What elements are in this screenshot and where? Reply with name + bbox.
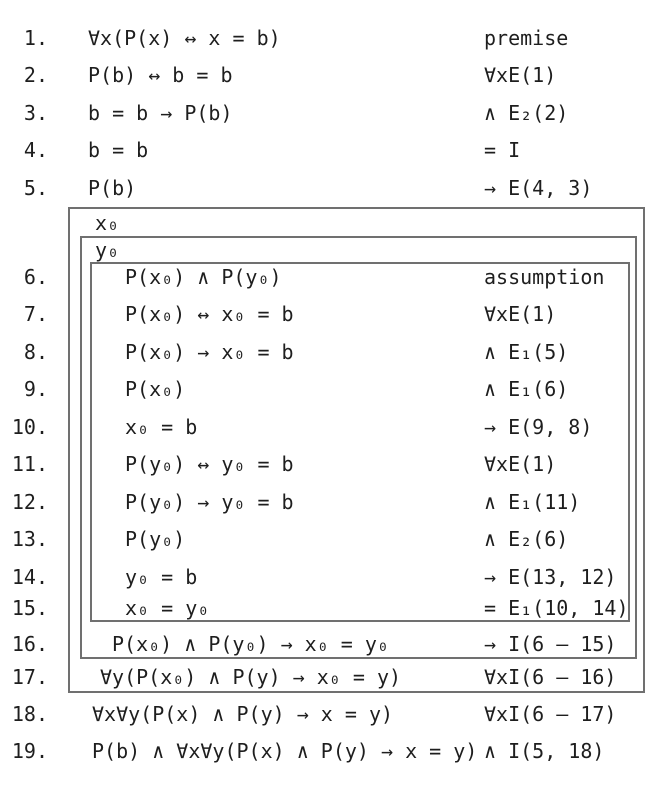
proof-line-14: [0, 563, 666, 591]
proof-line-19: [0, 737, 666, 765]
line-justification: ∀xE(1): [484, 452, 557, 476]
line-number: 2.: [23, 63, 48, 87]
line-justification: → E(4, 3): [484, 176, 593, 200]
line-justification: ∧ E₂(2): [484, 101, 569, 125]
line-number: 13.: [11, 527, 48, 551]
line-formula: ∀x∀y(P(x) ∧ P(y) → x = y): [92, 702, 394, 726]
proof-line-5: [0, 174, 666, 202]
line-formula: ∀y(P(x₀) ∧ P(y) → x₀ = y): [100, 665, 402, 689]
line-number: 12.: [11, 490, 48, 514]
line-justification: = I: [484, 138, 521, 162]
proof-line-2: [0, 61, 666, 89]
proof-line-17: [0, 663, 666, 691]
line-justification: premise: [484, 26, 569, 50]
line-formula: ∀x(P(x) ↔ x = b): [88, 26, 281, 50]
line-formula: P(x₀) ∧ P(y₀) → x₀ = y₀: [112, 632, 389, 656]
line-number: 16.: [11, 632, 48, 656]
line-justification: assumption: [484, 265, 605, 289]
line-number: 14.: [11, 565, 48, 589]
line-formula: P(y₀) → y₀ = b: [125, 490, 294, 514]
line-number: 19.: [11, 739, 48, 763]
line-formula: x₀ = b: [125, 415, 198, 439]
proof-line-6: [0, 263, 666, 291]
line-formula: y₀ = b: [125, 565, 198, 589]
line-number: 1.: [23, 26, 48, 50]
line-formula: b = b: [88, 138, 149, 162]
line-justification: ∀xE(1): [484, 302, 557, 326]
line-justification: → E(13, 12): [484, 565, 617, 589]
proof-line-12: [0, 488, 666, 516]
proof-line-16: [0, 630, 666, 658]
line-number: 7.: [23, 302, 48, 326]
line-justification: → I(6 – 15): [484, 632, 617, 656]
line-number: 17.: [11, 665, 48, 689]
line-justification: ∧ E₁(5): [484, 340, 569, 364]
line-justification: ∀xI(6 – 16): [484, 665, 617, 689]
line-number: 9.: [23, 377, 48, 401]
line-formula: P(x₀): [125, 377, 186, 401]
line-formula: P(x₀) → x₀ = b: [125, 340, 294, 364]
line-formula: P(b): [88, 176, 137, 200]
line-number: 3.: [23, 101, 48, 125]
line-formula: P(y₀) ↔ y₀ = b: [125, 452, 294, 476]
line-number: 4.: [23, 138, 48, 162]
line-number: 5.: [23, 176, 48, 200]
line-number: 18.: [11, 702, 48, 726]
proof-line-1: [0, 24, 666, 52]
scope-variable-y0: y₀: [95, 238, 120, 262]
proof-line-10: [0, 413, 666, 441]
proof-line-7: [0, 300, 666, 328]
proof-line-15: [0, 594, 666, 622]
proof-line-8: [0, 338, 666, 366]
line-number: 15.: [11, 596, 48, 620]
line-formula: P(x₀) ∧ P(y₀): [125, 265, 282, 289]
line-formula: P(y₀): [125, 527, 186, 551]
line-number: 8.: [23, 340, 48, 364]
line-formula: P(b) ↔ b = b: [88, 63, 233, 87]
line-formula: b = b → P(b): [88, 101, 233, 125]
proof-line-18: [0, 700, 666, 728]
line-justification: ∀xE(1): [484, 63, 557, 87]
line-formula: x₀ = y₀: [125, 596, 210, 620]
line-justification: ∧ I(5, 18): [484, 739, 605, 763]
line-number: 11.: [11, 452, 48, 476]
line-justification: ∀xI(6 – 17): [484, 702, 617, 726]
line-formula: P(b) ∧ ∀x∀y(P(x) ∧ P(y) → x = y): [92, 739, 478, 763]
line-number: 6.: [23, 265, 48, 289]
line-number: 10.: [11, 415, 48, 439]
line-justification: → E(9, 8): [484, 415, 593, 439]
proof-line-13: [0, 525, 666, 553]
line-justification: = E₁(10, 14): [484, 596, 629, 620]
line-justification: ∧ E₁(6): [484, 377, 569, 401]
proof-line-4: [0, 136, 666, 164]
proof-line-11: [0, 450, 666, 478]
line-justification: ∧ E₁(11): [484, 490, 581, 514]
proof-line-9: [0, 375, 666, 403]
line-formula: P(x₀) ↔ x₀ = b: [125, 302, 294, 326]
scope-variable-x0: x₀: [95, 211, 120, 235]
line-justification: ∧ E₂(6): [484, 527, 569, 551]
proof-line-3: [0, 99, 666, 127]
